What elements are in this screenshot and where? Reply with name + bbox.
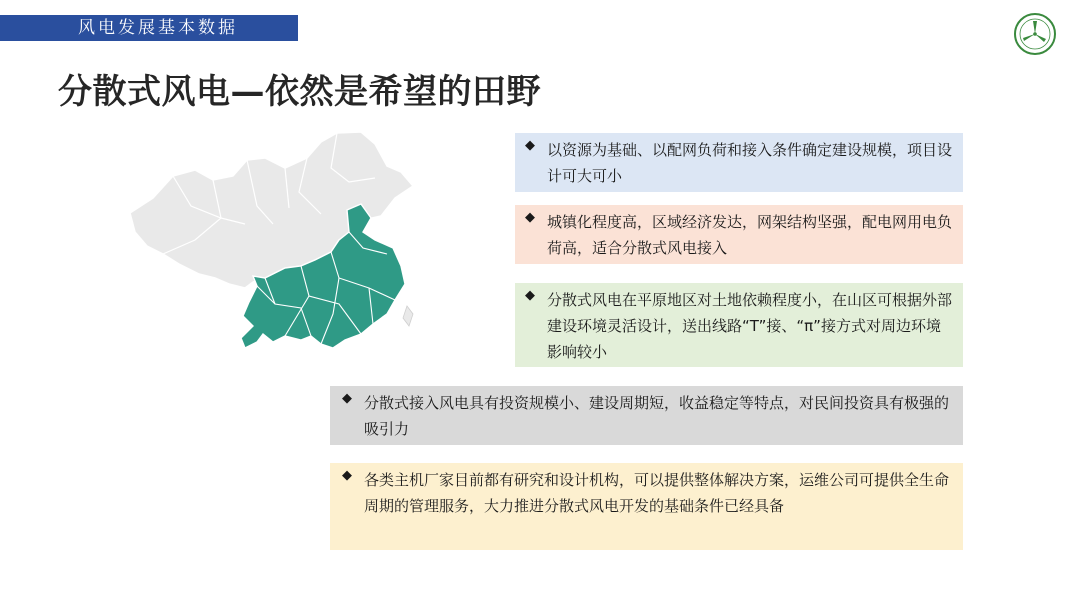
- section-header-bar: [0, 15, 298, 41]
- info-box-text: 城镇化程度高，区域经济发达，网架结构坚强，配电网用电负荷高，适合分散式风电接入: [547, 213, 953, 257]
- china-map-icon: [125, 128, 425, 353]
- windmill-logo-icon: [1013, 12, 1057, 56]
- info-box-land-use: [515, 283, 963, 367]
- info-box-text: 分散式接入风电具有投资规模小、建设周期短，收益稳定等特点，对民间投资具有极强的吸引力: [364, 394, 950, 438]
- info-box-investment: [330, 386, 963, 445]
- diamond-bullet-icon: ◆: [525, 210, 535, 225]
- info-box-text: 分散式风电在平原地区对土地依赖程度小，在山区可根据外部建设环境灵活设计，送出线路“T”接、“π”接方式对周边环境影响较小: [547, 291, 953, 361]
- diamond-bullet-icon: ◆: [525, 288, 535, 303]
- info-box-text: 以资源为基础、以配网负荷和接入条件确定建设规模，项目设计可大可小: [547, 141, 953, 185]
- info-box-manufacturers: [330, 463, 963, 550]
- info-box-text: 各类主机厂家目前都有研究和设计机构，可以提供整体解决方案，运维公司可提供全生命周期的管理服务，大力推进分散式风电开发的基础条件已经具备: [364, 471, 950, 515]
- diamond-bullet-icon: ◆: [342, 468, 352, 483]
- page-title: 分散式风电—依然是希望的田野: [58, 72, 541, 112]
- diamond-bullet-icon: ◆: [342, 391, 352, 406]
- info-box-resources: [515, 133, 963, 192]
- diamond-bullet-icon: ◆: [525, 138, 535, 153]
- info-box-urbanization: [515, 205, 963, 264]
- section-label: 风电发展基本数据: [78, 18, 238, 38]
